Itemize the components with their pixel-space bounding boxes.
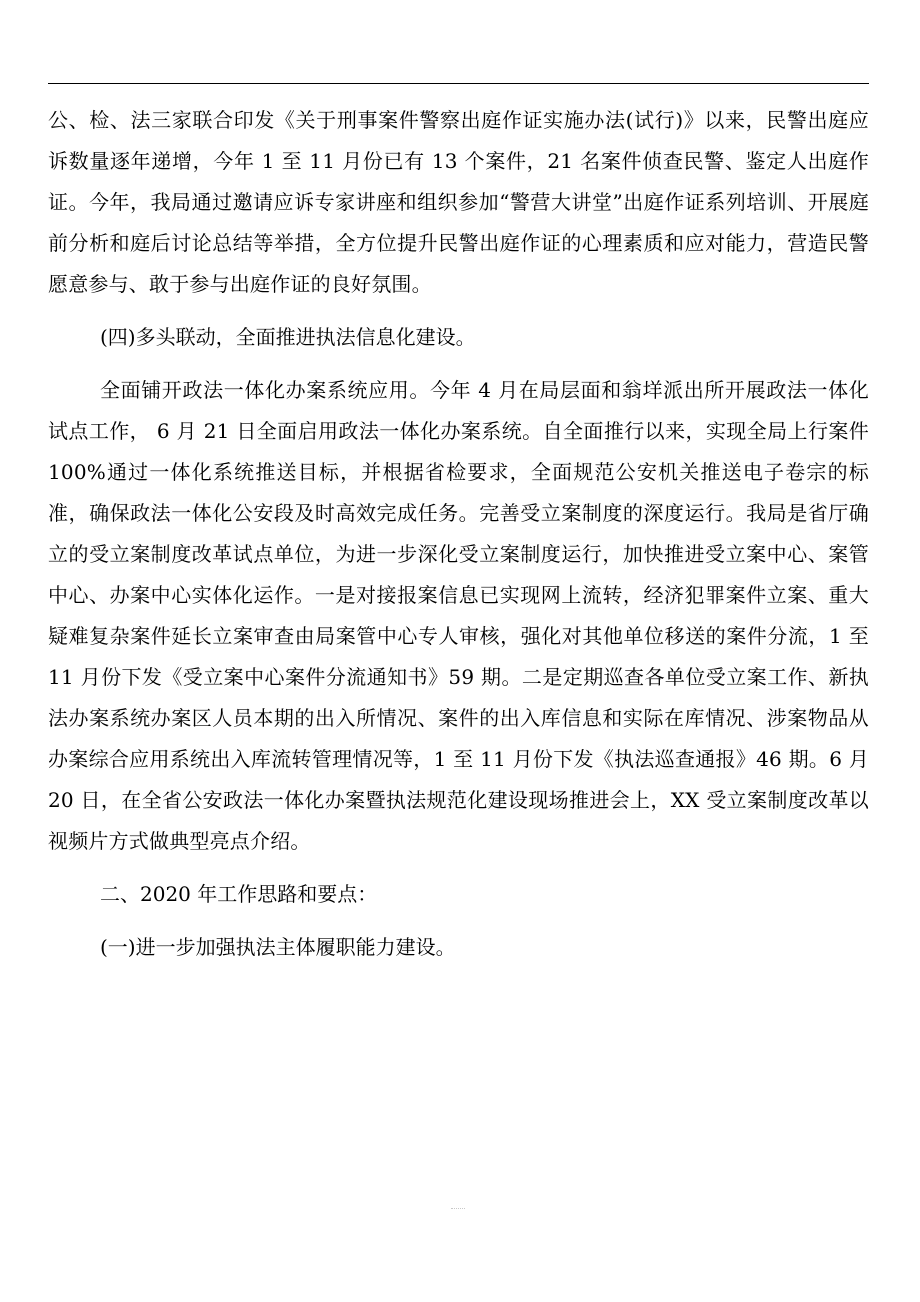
section-heading-2020-plan: 二、2020 年工作思路和要点： bbox=[100, 882, 378, 906]
page-footer-mark bbox=[451, 1208, 465, 1209]
header-rule bbox=[48, 83, 869, 84]
subsection-heading-1: (一)进一步加强执法主体履职能力建设。 bbox=[100, 935, 456, 959]
section-heading-4: (四)多头联动，全面推进执法信息化建设。 bbox=[100, 325, 476, 349]
paragraph-informatization: 全面铺开政法一体化办案系统应用。今年 4 月在局层面和翁垟派出所开展政法一体化试点工作， 6 月 21 日全面启用政法一体化办案系统。自全面推行以来，实现全局上行案件 100%通过一体化系统推送目标，并根据省检要求，全面规范公安机关推送电子卷宗的标准，确保政法一体化公安段及时高效完成任务。完善受立案制度的深度运行。我局是省厅确立的受立案制度改革试点单位，为进一步深化受立案制度运行，加快推进受立案中心、案管中心、办案中心实体化运作。一是对接报案信息已实现网上流转，经济犯罪案件立案、重大疑难复杂案件延长立案审查由局案管中心专人审核，强化对其他单位移送的案件分流，1 至 11 月份下发《受立案中心案件分流通知书》59 期。二是定期巡查各单位受立案工作、新执法办案系统办案区人员本期的出入所情况、案件的出入库信息和实际在库情况、涉案物品从办案综合应用系统出入库流转管理情况等，1 至 11 月份下发《执法巡查通报》46 期。6 月 20 日，在全省公安政法一体化办案暨执法规范化建设现场推进会上，XX 受立案制度改革以视频片方式做典型亮点介绍。 bbox=[48, 378, 869, 853]
document-body bbox=[48, 100, 869, 968]
paragraph-court-testimony: 公、检、法三家联合印发《关于刑事案件警察出庭作证实施办法(试行)》以来，民警出庭应诉数量逐年递增，今年 1 至 11 月份已有 13 个案件，21 名案件侦查民警、鉴定人出庭作证。今年，我局通过邀请应诉专家讲座和组织参加“警营大讲堂”出庭作证系列培训、开展庭前分析和庭后讨论总结等举措，全方位提升民警出庭作证的心理素质和应对能力，营造民警愿意参与、敢于参与出庭作证的良好氛围。 bbox=[48, 108, 869, 296]
